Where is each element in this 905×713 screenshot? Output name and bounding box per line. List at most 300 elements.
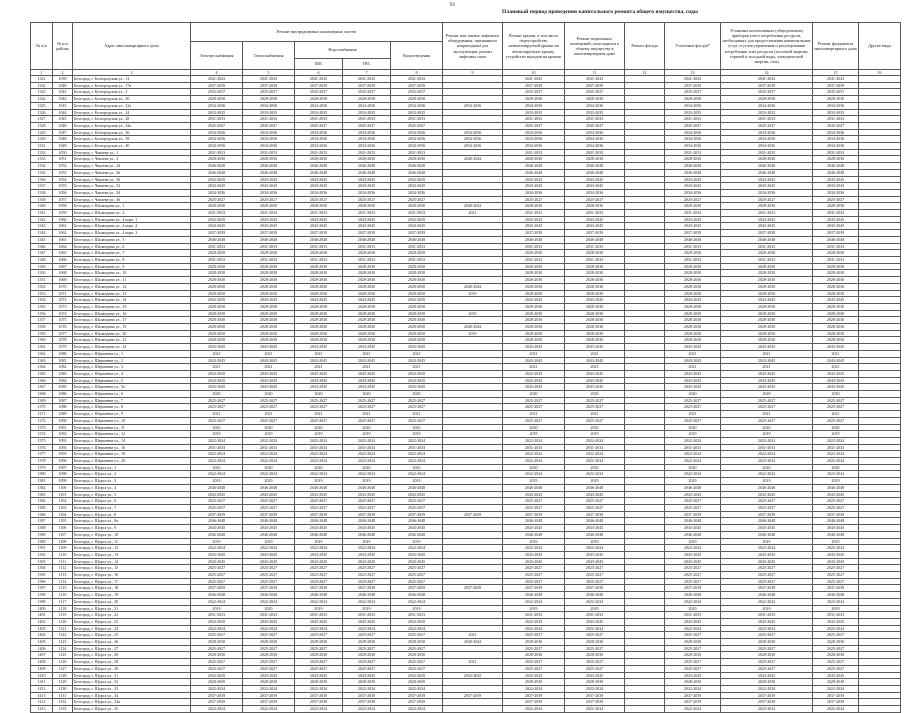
table-cell: 2028-2030 [243,290,295,297]
table-cell: 1415 [31,706,53,713]
table-cell: 2028-2030 [721,290,813,297]
table-cell: 2020 [503,464,565,471]
table-cell: 2025-2027 [665,498,721,505]
table-cell [859,605,901,612]
table-cell: 2028-2030 [721,203,813,210]
address-cell: Белгород, г. Щорса ул., 21 [73,605,191,612]
table-cell: 2034-2036 [443,136,503,143]
table-cell: 2022-2024 [391,625,443,632]
table-cell: 1053 [53,169,73,176]
address-cell: Белгород, г. Шаландина ул., 21 [73,337,191,344]
table-cell: 2028-2030 [665,679,721,686]
table-cell: 2025-2027 [243,397,295,404]
table-cell [625,183,665,190]
table-cell: 2028-2030 [565,317,625,324]
table-cell: 2028-2030 [565,290,625,297]
address-cell: Белгород, г. Шершнева ул., 3 [73,364,191,371]
address-cell: Белгород, г. Белгородская ул., 34а [73,122,191,129]
table-title: Плановый период проведения капитального ремонта общего имущества, годы [502,9,698,15]
table-cell [625,484,665,491]
table-cell: 2046-2048 [503,518,565,525]
table-cell: 2028-2030 [243,96,295,103]
table-cell: 2043-2045 [295,491,343,498]
table-cell: 1391 [31,545,53,552]
table-cell: 2031-2033 [343,444,391,451]
table-cell: 2045-2047 [565,122,625,129]
table-cell: 2022-2024 [243,437,295,444]
table-cell [625,129,665,136]
table-cell: 2043-2045 [721,384,813,391]
table-cell: 2034-2036 [243,189,295,196]
table-cell [859,592,901,599]
table-cell: 2025-2027 [391,645,443,652]
table-cell [859,377,901,384]
table-cell: 2035-2037 [665,89,721,96]
table-cell: 2025-2027 [813,659,859,666]
table-cell: 1338 [31,189,53,196]
table-cell: 2025-2027 [243,578,295,585]
table-cell [625,223,665,230]
table-row [31,471,901,478]
table-cell: 2033-2035 [665,109,721,116]
table-cell: 2046-2048 [295,236,343,243]
table-cell: 2028-2030 [343,203,391,210]
table-cell: 1131 [53,692,73,699]
table-cell: 1105 [53,518,73,525]
table-cell: 2034-2036 [565,143,625,150]
table-cell: 2028-2030 [343,679,391,686]
table-cell: 2043-2045 [191,223,243,230]
table-cell: 1405 [31,639,53,646]
table-cell: 2043-2045 [813,384,859,391]
column-number: 4 [191,70,243,76]
table-cell: 2022-2024 [503,471,565,478]
address-cell: Белгород, г. Щорса ул., 29 [73,659,191,666]
table-cell [859,277,901,284]
table-cell: 2045-2047 [295,122,343,129]
table-cell [859,136,901,143]
table-cell: 2034-2036 [191,136,243,143]
table-cell [625,82,665,89]
table-row [31,518,901,525]
table-cell: 2022-2024 [243,458,295,465]
table-cell [859,625,901,632]
table-cell: 1118 [53,605,73,612]
table-cell [625,625,665,632]
table-cell: 2022-2024 [343,437,391,444]
table-cell: 2034-2036 [813,136,859,143]
table-cell: 2022-2024 [243,625,295,632]
table-cell: 2025-2027 [813,196,859,203]
table-cell: 2028-2030 [391,652,443,659]
table-cell [625,310,665,317]
table-cell: 2043-2045 [503,183,565,190]
table-cell: 2034-2036 [721,189,813,196]
table-cell: 2043-2045 [343,297,391,304]
table-cell: 2022-2024 [721,458,813,465]
table-cell: 2028-2030 [665,203,721,210]
address-cell: Белгород, г. Шаландина ул., 13 [73,290,191,297]
table-cell [859,498,901,505]
table-cell [443,505,503,512]
table-cell: 1370 [31,404,53,411]
table-cell: 2028-2030 [191,639,243,646]
table-cell [859,384,901,391]
table-cell: 2025-2027 [503,404,565,411]
table-cell: 2028-2030 [191,324,243,331]
table-cell [625,652,665,659]
table-cell: 2028-2030 [191,337,243,344]
table-cell: 1369 [31,397,53,404]
table-cell: 2043-2045 [721,344,813,351]
table-cell [625,471,665,478]
table-row [31,96,901,103]
table-row [31,672,901,679]
table-cell [859,692,901,699]
table-cell: 1047 [53,129,73,136]
header-meters: Установка коллективных (общедомовых) приборов учета потребления ресурсов, необходимых для предоставления коммунальных услуг, и узлов управления и регулирования потребления этих ресурсов (тепловой энергии, горячей и холодной воды, электрической энергии, газа) [721,23,813,70]
table-cell: 2028-2030 [813,337,859,344]
table-cell: 1065 [53,250,73,257]
table-cell: 2025-2027 [343,397,391,404]
table-cell: 1108 [53,538,73,545]
table-cell [859,270,901,277]
table-cell: 2037-2039 [391,230,443,237]
table-cell [443,444,503,451]
table-cell: 2037-2039 [191,82,243,89]
table-cell: 2019 [391,538,443,545]
table-row [31,89,901,96]
table-cell [625,324,665,331]
table-cell: 2022-2024 [565,471,625,478]
table-cell: 2028-2030 [295,290,343,297]
table-cell: 2028-2030 [391,679,443,686]
table-cell [859,129,901,136]
table-cell [859,330,901,337]
table-cell [443,163,503,170]
table-cell [859,243,901,250]
table-cell: 2043-2045 [295,183,343,190]
table-cell: 2028-2030 [295,250,343,257]
table-cell: 2020 [295,391,343,398]
table-cell: 2031-2033 [813,612,859,619]
table-cell: 2019 [503,538,565,545]
table-cell: 2028-2030 [503,330,565,337]
table-cell: 1057 [53,196,73,203]
table-cell: 2043-2045 [243,176,295,183]
table-cell [859,310,901,317]
table-cell: 2022-2024 [721,437,813,444]
table-cell [443,592,503,599]
table-cell: 2021 [721,411,813,418]
table-cell: 2037-2039 [813,699,859,706]
table-cell: 2028-2030 [191,330,243,337]
table-cell: 2034-2036 [243,143,295,150]
table-cell: 2046-2048 [813,484,859,491]
table-cell: 2043-2045 [665,176,721,183]
table-cell: 1406 [31,645,53,652]
table-cell: 2022-2024 [391,451,443,458]
table-cell: 1133 [53,706,73,713]
table-cell: 2025-2027 [721,645,813,652]
table-row [31,256,901,263]
table-cell [859,216,901,223]
table-cell: 2025-2027 [813,498,859,505]
table-cell: 2019 [665,478,721,485]
table-cell: 2046-2048 [243,236,295,243]
table-cell [859,344,901,351]
table-cell: 2022-2024 [243,685,295,692]
table-row [31,618,901,625]
table-cell: 2020 [565,424,625,431]
table-cell: 2025-2027 [721,565,813,572]
table-cell: 2046-2048 [721,531,813,538]
table-cell: 2025-2027 [191,572,243,579]
table-cell: 2028-2030 [191,317,243,324]
table-cell: 2037-2039 [665,230,721,237]
table-cell: 2028-2030 [295,283,343,290]
table-cell: 2043-2045 [391,176,443,183]
table-cell [443,263,503,270]
table-cell: 2031-2033 [721,444,813,451]
table-cell: 2043-2045 [295,618,343,625]
table-cell: 2025-2027 [565,404,625,411]
table-cell: 2019 [391,478,443,485]
table-cell: 1040 [53,82,73,89]
table-cell: 2037-2039 [721,692,813,699]
table-cell [859,236,901,243]
table-cell: 2022-2024 [391,706,443,713]
table-body [31,76,901,713]
table-cell: 1358 [31,324,53,331]
table-cell [625,263,665,270]
table-cell: 2046-2048 [343,592,391,599]
table-cell: 2046-2048 [721,592,813,599]
column-number: 11 [565,70,625,76]
table-row [31,505,901,512]
table-cell: 2028-2030 [665,270,721,277]
table-cell: 1041 [53,89,73,96]
table-cell: 2043-2045 [243,618,295,625]
table-cell: 2031-2033 [813,256,859,263]
table-cell: 2034-2036 [565,102,625,109]
address-cell: Белгород, г. Щорса ул., 2 [73,471,191,478]
table-cell: 1384 [31,498,53,505]
table-cell: 2043-2045 [243,370,295,377]
table-cell: 2021 [243,350,295,357]
table-row [31,511,901,518]
table-cell: 1130 [53,685,73,692]
table-cell [625,458,665,465]
address-cell: Белгород, г. Шершнева ул., 2 [73,357,191,364]
table-cell: 2031-2033 [503,149,565,156]
table-cell: 2043-2045 [295,525,343,532]
table-cell [859,176,901,183]
table-cell [625,149,665,156]
header-internal-systems: Ремонт внутридомовых инженерных систем [191,23,443,42]
table-cell: 2028-2030 [503,290,565,297]
address-cell: Белгород, г. Щорса ул., 3 [73,478,191,485]
table-cell: 2028-2030 [191,652,243,659]
table-cell: 2043-2045 [565,558,625,565]
table-cell: 2025-2027 [391,632,443,639]
table-cell: 2020 [295,464,343,471]
table-cell: 2037-2039 [813,692,859,699]
address-cell: Белгород, г. Шаландина ул., 4 корп. 2 [73,223,191,230]
table-cell: 1388 [31,525,53,532]
table-cell: 2043-2045 [191,525,243,532]
table-cell: 2028-2030 [191,250,243,257]
table-cell: 2022-2024 [721,625,813,632]
address-cell: Белгород, г. Щорса ул., 23 [73,618,191,625]
table-cell: 2031-2033 [503,243,565,250]
table-cell: 1375 [31,437,53,444]
table-cell: 1126 [53,659,73,666]
table-cell [625,203,665,210]
table-cell: 2034-2036 [813,102,859,109]
table-cell: 2031-2033 [391,256,443,263]
table-cell [859,632,901,639]
table-cell: 2046-2048 [295,518,343,525]
table-row [31,277,901,284]
table-cell: 1367 [31,384,53,391]
table-cell: 2025-2027 [391,665,443,672]
table-cell: 2041-2043 [243,76,295,83]
table-cell: 2031-2033 [721,149,813,156]
table-cell: 2037-2039 [243,692,295,699]
table-cell [859,290,901,297]
table-cell [625,437,665,444]
table-cell: 2022-2024 [295,625,343,632]
table-cell: 2028-2030 [813,324,859,331]
table-cell: 2028-2030 [243,303,295,310]
table-cell: 2025-2027 [665,632,721,639]
table-cell: 2021 [295,411,343,418]
table-cell: 1410 [31,672,53,679]
table-cell: 2022-2024 [813,471,859,478]
table-cell: 2025-2027 [721,404,813,411]
table-cell: 2031-2033 [295,149,343,156]
table-cell: 2034-2036 [665,129,721,136]
header-elevator: Ремонт или замена лифтового оборудования, признанного непригодным для эксплуатации, ремонт лифтовых шахт [443,23,503,70]
table-cell: 1121 [53,625,73,632]
table-cell: 1093 [53,437,73,444]
table-cell: 2028-2030 [565,270,625,277]
table-cell: 2037-2039 [243,511,295,518]
table-cell: 2025-2027 [295,659,343,666]
table-cell: 2022-2024 [295,706,343,713]
table-cell: 2022-2024 [665,685,721,692]
table-cell: 2043-2045 [343,357,391,364]
table-cell: 2025-2027 [243,572,295,579]
table-cell: 2028-2030 [295,317,343,324]
table-cell [859,578,901,585]
table-cell: 2019 [813,605,859,612]
table-cell: 2020 [343,464,391,471]
table-cell [625,417,665,424]
table-cell: 2019 [343,431,391,438]
table-row [31,437,901,444]
table-cell: 2035-2037 [243,89,295,96]
table-cell: 2028-2030 [391,156,443,163]
table-cell: 2046-2048 [565,518,625,525]
table-cell [443,525,503,532]
table-cell: 2043-2045 [503,176,565,183]
table-cell: 2028-2030 [243,277,295,284]
table-cell: 2022-2024 [565,451,625,458]
table-cell: 2043-2045 [565,297,625,304]
table-cell: 2043-2045 [191,370,243,377]
table-cell: 2028-2030 [295,96,343,103]
table-cell: 1401 [31,612,53,619]
table-cell: 2046-2048 [813,592,859,599]
table-cell: 1390 [31,538,53,545]
table-cell [443,176,503,183]
table-cell: 2022-2024 [503,685,565,692]
table-cell: 2028-2030 [565,250,625,257]
address-cell: Белгород, г. Шаландина ул., 16 [73,310,191,317]
table-cell: 2028-2030 [295,679,343,686]
table-cell: 2035-2037 [565,89,625,96]
table-cell [859,76,901,83]
table-cell: 2043-2045 [443,672,503,679]
table-cell: 2028-2030 [243,283,295,290]
table-cell: 2025-2027 [813,665,859,672]
table-cell: 2028-2030 [721,330,813,337]
table-cell: 2022-2024 [813,545,859,552]
table-cell: 2033-2035 [295,109,343,116]
table-cell: 1381 [31,478,53,485]
table-cell: 2025-2027 [191,196,243,203]
table-cell [443,652,503,659]
table-cell: 1090 [53,417,73,424]
table-cell: 2046-2048 [813,236,859,243]
table-row [31,404,901,411]
table-cell: 2022-2024 [243,545,295,552]
address-cell: Белгород, г. Шаландина ул., 22 [73,344,191,351]
table-cell: 2019 [565,431,625,438]
table-row [31,585,901,592]
table-cell: 2031-2033 [191,256,243,263]
table-cell [625,498,665,505]
table-cell: 2025-2027 [243,505,295,512]
table-cell [443,545,503,552]
table-cell [443,364,503,371]
table-cell [625,612,665,619]
table-cell: 2043-2045 [565,176,625,183]
table-cell: 1083 [53,370,73,377]
table-cell [625,143,665,150]
table-cell: 2028-2030 [243,156,295,163]
table-cell: 2045-2047 [191,122,243,129]
table-cell: 2043-2045 [503,491,565,498]
table-cell [443,270,503,277]
table-cell [443,411,503,418]
table-cell: 2028-2030 [813,263,859,270]
table-cell: 2025-2027 [665,417,721,424]
table-cell: 2037-2039 [343,82,391,89]
table-cell: 2028-2030 [813,283,859,290]
table-cell: 1081 [53,357,73,364]
table-cell: 2028-2030 [665,156,721,163]
address-cell: Белгород, г. Шаландина ул., 7 [73,250,191,257]
table-cell: 2043-2045 [295,223,343,230]
table-cell: 2043-2045 [665,525,721,532]
table-cell [859,263,901,270]
column-number: 3 [73,70,191,76]
table-cell [625,176,665,183]
table-cell: 2043-2045 [391,384,443,391]
